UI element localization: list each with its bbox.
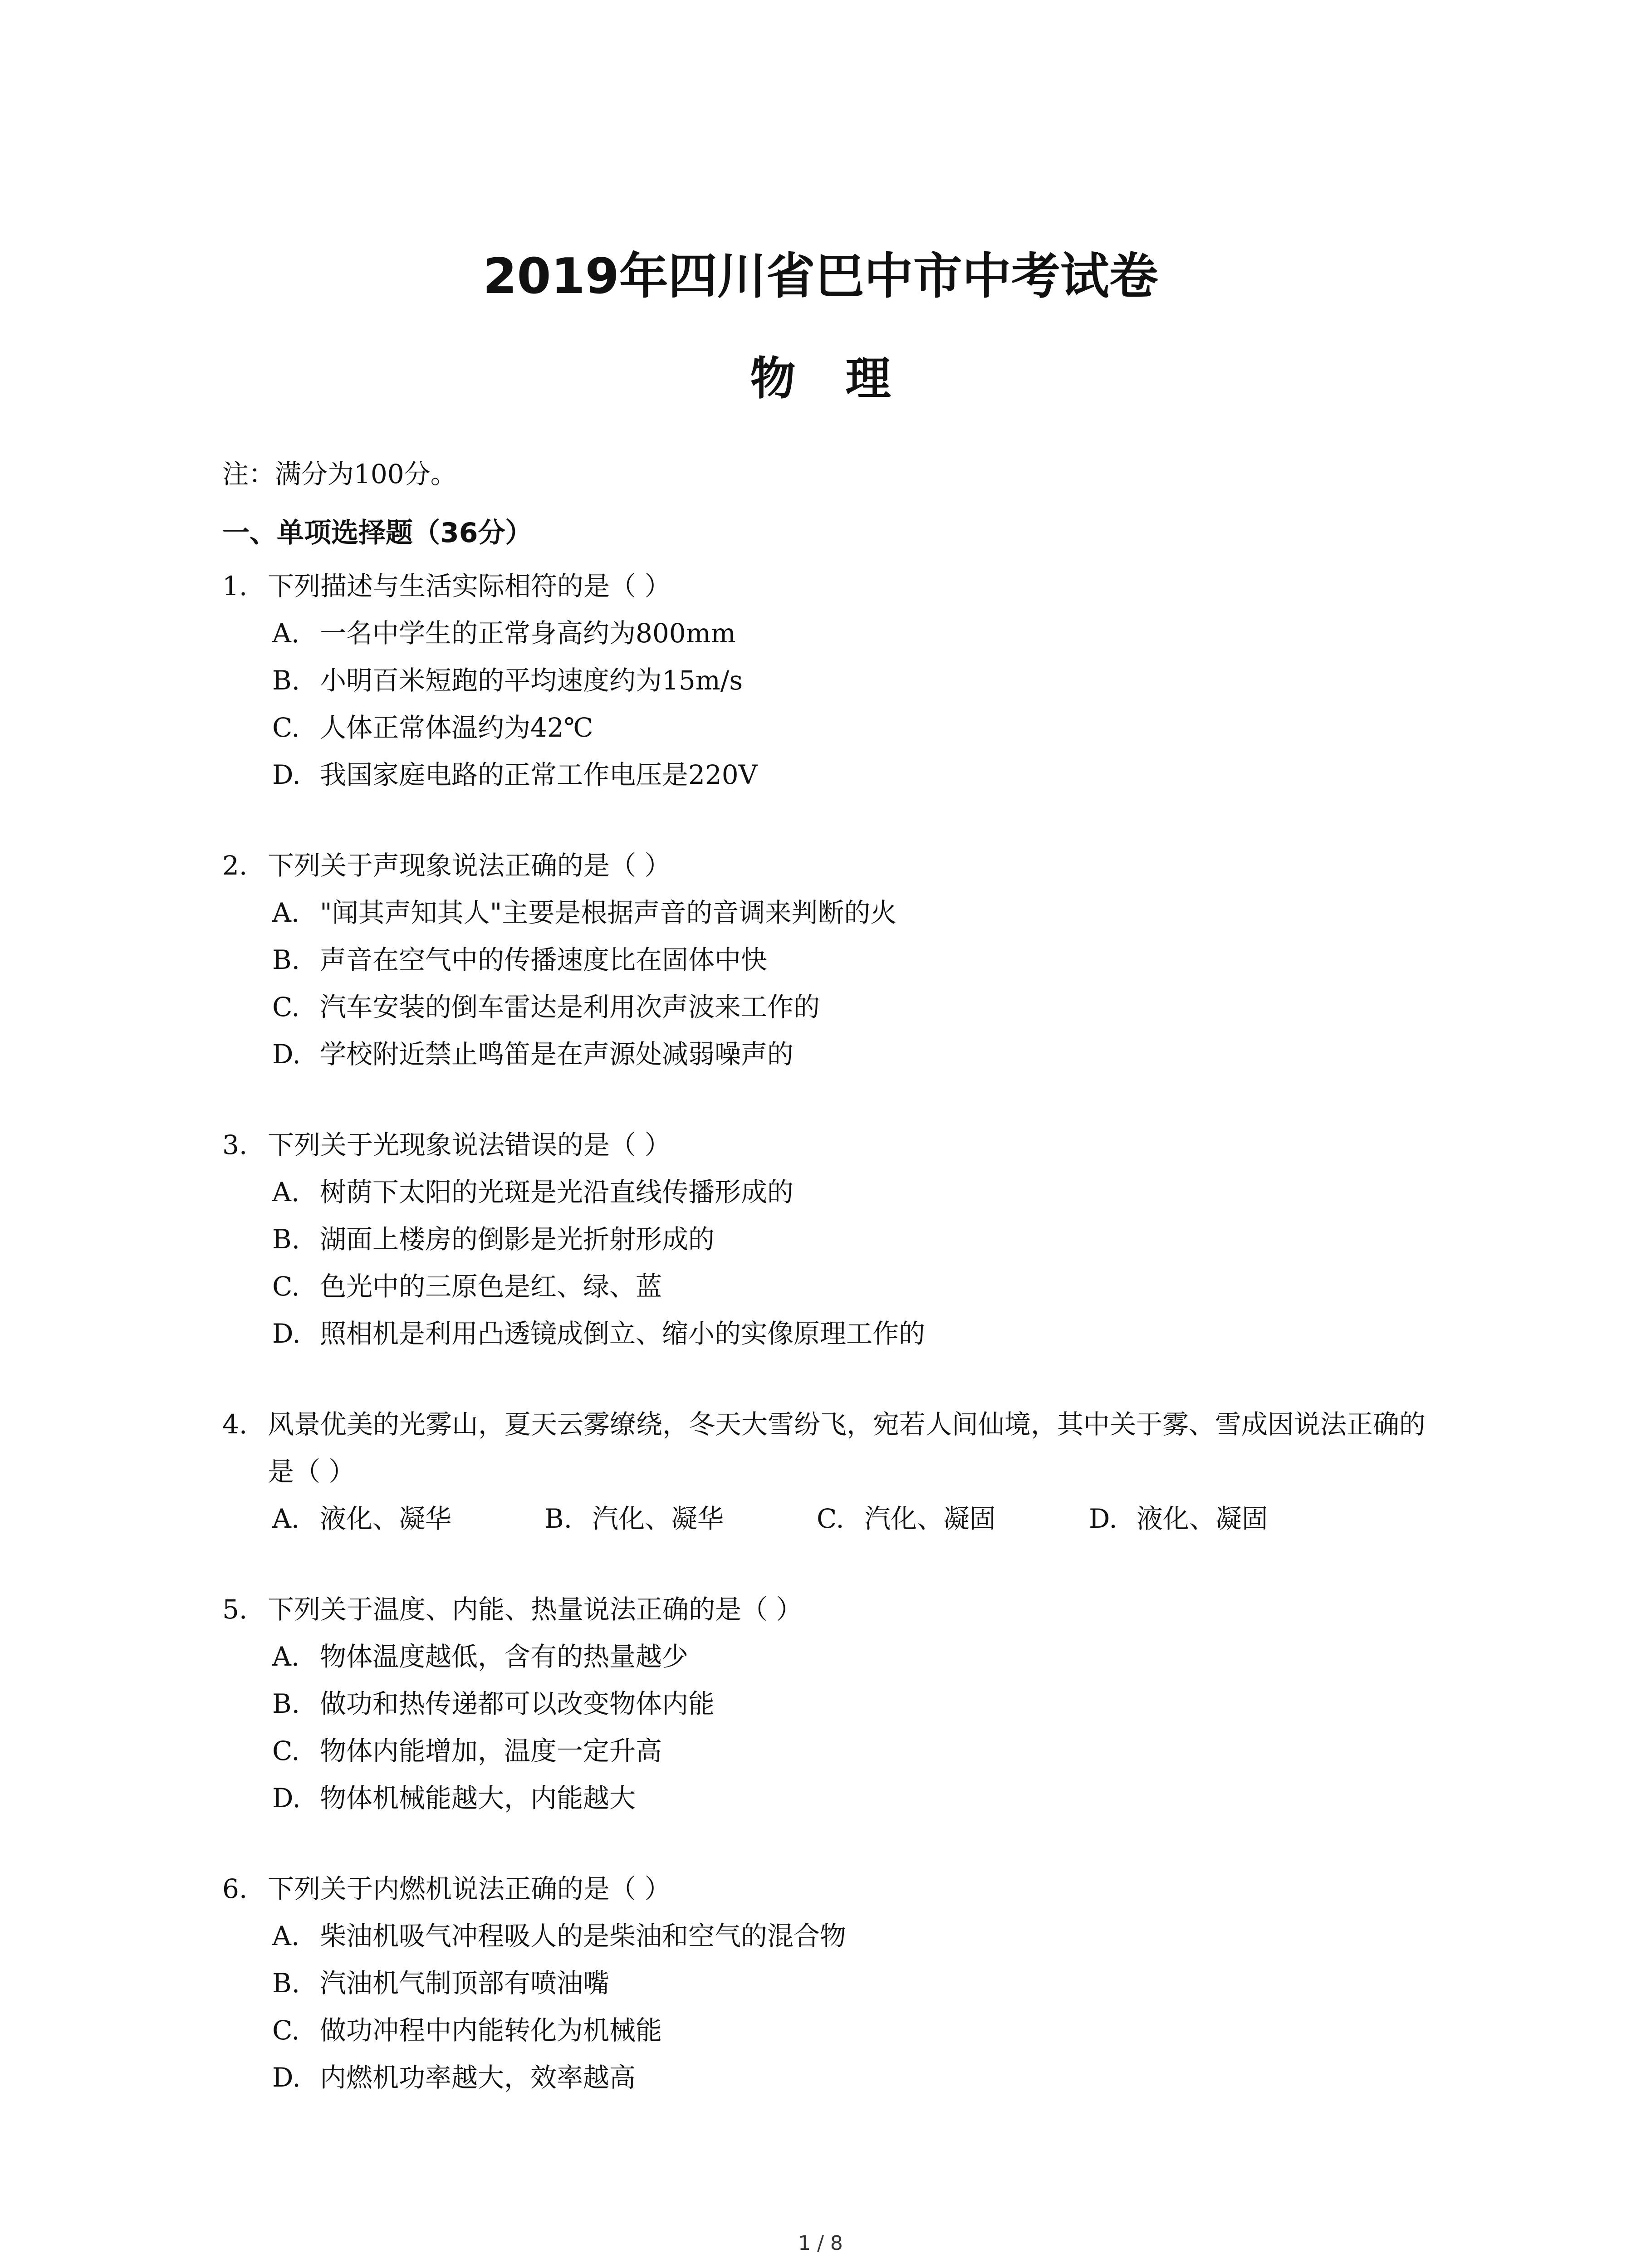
exam-subject: 物理: [750, 352, 941, 405]
option-letter: B.: [272, 944, 300, 975]
question-5: [222, 1586, 1447, 1822]
option-letter: C.: [272, 1735, 300, 1766]
option-c: [222, 2007, 1447, 2054]
question-3: [222, 1121, 1447, 1357]
question-4: [222, 1401, 1447, 1542]
option-text: 小明百米短跑的平均速度约为15m/s: [320, 665, 743, 696]
option-letter: B.: [544, 1503, 573, 1534]
option-text: 柴油机吸气冲程吸人的是柴油和空气的混合物: [320, 1921, 847, 1951]
option-letter: B.: [272, 1224, 300, 1255]
option-b: [222, 1216, 1447, 1263]
option-b: [544, 1495, 817, 1542]
option-letter: C.: [272, 2015, 300, 2046]
question-stem: 下列关于声现象说法正确的是（ ）: [268, 850, 671, 881]
question-number: 4.: [222, 1409, 248, 1440]
option-letter: C.: [272, 712, 300, 743]
option-text: 做功冲程中内能转化为机械能: [320, 2015, 662, 2046]
option-letter: D.: [272, 759, 301, 790]
option-letter: A.: [272, 618, 300, 649]
option-text: 湖面上楼房的倒影是光折射形成的: [320, 1224, 715, 1255]
option-text: 我国家庭电路的正常工作电压是220V: [320, 759, 758, 790]
option-text: "闻其声知其人"主要是根据声音的音调来判断的火: [320, 897, 897, 928]
option-b: [222, 936, 1447, 983]
option-d: [222, 1774, 1447, 1822]
option-letter: D.: [1089, 1503, 1117, 1534]
option-letter: A.: [272, 1503, 300, 1534]
option-text: 汽油机气制顶部有喷油嘴: [320, 1968, 610, 1999]
question-stem: 下列关于温度、内能、热量说法正确的是（ ）: [268, 1594, 803, 1625]
option-letter: A.: [272, 897, 300, 928]
question-number: 2.: [222, 850, 248, 881]
option-text: 液化、凝固: [1136, 1503, 1269, 1534]
option-d: [1089, 1495, 1361, 1542]
option-c: [222, 704, 1447, 751]
option-c: [222, 983, 1447, 1031]
page-indicator: 1 / 8: [798, 2232, 843, 2255]
option-text: 树荫下太阳的光斑是光沿直线传播形成的: [320, 1177, 794, 1207]
option-letter: A.: [272, 1177, 300, 1207]
option-c: [222, 1263, 1447, 1310]
option-a: [222, 1633, 1447, 1680]
option-d: [222, 2054, 1447, 2101]
option-b: [222, 657, 1447, 704]
option-a: [222, 610, 1447, 657]
option-b: [222, 1960, 1447, 2007]
option-letter: A.: [272, 1921, 300, 1951]
question-stem: 下列关于光现象说法错误的是（ ）: [268, 1129, 671, 1160]
question-6: [222, 1865, 1447, 2101]
section-heading: 一、单项选择题（36分）: [222, 517, 533, 549]
option-text: 做功和热传递都可以改变物体内能: [320, 1688, 715, 1719]
option-a: [272, 1495, 544, 1542]
option-d: [222, 1031, 1447, 1078]
option-text: 物体温度越低，含有的热量越少: [320, 1641, 689, 1672]
option-text: 物体内能增加，温度一定升高: [320, 1735, 662, 1766]
option-letter: D.: [272, 1318, 301, 1349]
question-number: 1.: [222, 571, 248, 601]
question-list: [222, 562, 1447, 2145]
option-text: 一名中学生的正常身高约为800mm: [320, 618, 736, 649]
option-letter: B.: [272, 1968, 300, 1999]
option-a: [222, 1168, 1447, 1216]
option-letter: D.: [272, 1039, 301, 1070]
option-letter: C.: [272, 992, 300, 1022]
option-b: [222, 1680, 1447, 1727]
question-stem: 下列关于内燃机说法正确的是（ ）: [268, 1873, 671, 1904]
option-letter: A.: [272, 1641, 300, 1672]
option-text: 汽车安装的倒车雷达是利用次声波来工作的: [320, 992, 820, 1022]
option-text: 学校附近禁止鸣笛是在声源处减弱噪声的: [320, 1039, 794, 1070]
option-letter: D.: [272, 1783, 301, 1813]
question-stem: 下列描述与生活实际相符的是（ ）: [268, 571, 671, 601]
option-letter: B.: [272, 665, 300, 696]
option-a: [222, 889, 1447, 936]
question-1: [222, 562, 1447, 798]
option-text: 物体机械能越大，内能越大: [320, 1783, 636, 1813]
question-number: 6.: [222, 1873, 248, 1904]
question-number: 3.: [222, 1129, 248, 1160]
option-letter: B.: [272, 1688, 300, 1719]
option-d: [222, 751, 1447, 798]
option-c: [817, 1495, 1089, 1542]
option-text: 汽化、凝华: [592, 1503, 724, 1534]
option-text: 内燃机功率越大，效率越高: [320, 2062, 636, 2093]
option-letter: D.: [272, 2062, 301, 2093]
option-letter: C.: [817, 1503, 844, 1534]
option-text: 照相机是利用凸透镜成倒立、缩小的实像原理工作的: [320, 1318, 926, 1349]
inline-options: [222, 1495, 1447, 1542]
question-2: [222, 842, 1447, 1078]
option-text: 人体正常体温约为42℃: [320, 712, 593, 743]
option-c: [222, 1727, 1447, 1774]
score-note: 注：满分为100分。: [222, 459, 457, 489]
option-text: 色光中的三原色是红、绿、蓝: [320, 1271, 662, 1302]
option-a: [222, 1912, 1447, 1960]
option-text: 汽化、凝固: [864, 1503, 996, 1534]
question-number: 5.: [222, 1594, 248, 1625]
option-text: 液化、凝华: [320, 1503, 452, 1534]
option-letter: C.: [272, 1271, 300, 1302]
question-stem: 风景优美的光雾山，夏天云雾缭绕，冬天大雪纷飞，宛若人间仙境，其中关于雾、雪成因说法正确的是（ ）: [268, 1409, 1426, 1487]
option-text: 声音在空气中的传播速度比在固体中快: [320, 944, 768, 975]
option-d: [222, 1310, 1447, 1357]
exam-title: 2019年四川省巴中市中考试卷: [483, 248, 1158, 305]
